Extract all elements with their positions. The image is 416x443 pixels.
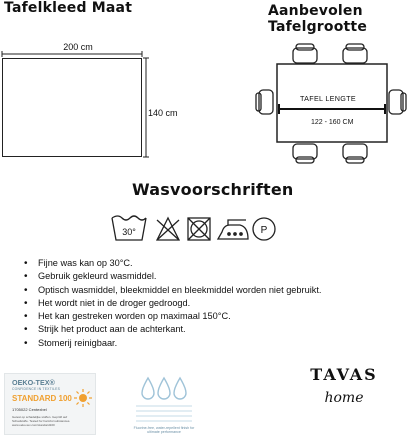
care-item: • Stomerij reinigbaar.: [24, 337, 404, 350]
no-tumble-dry-icon: [188, 218, 210, 240]
brand-logo: [299, 365, 389, 406]
care-item: • Fijne was kan op 30°C.: [24, 257, 404, 270]
recommended-table-title: Aanbevolen Tafelgrootte: [268, 3, 368, 35]
wash-temp-label: 30°: [122, 227, 136, 237]
tablecloth-width-label: 200 cm: [63, 42, 93, 52]
water-repellent-caption: Fluorine-free, water-repellent finish for ultimate performance: [133, 426, 195, 435]
oeko-tex-fine-print: Getest op schadelijke stoffen. Geprüft auf Schadstoffe. Tested for harmful substances. www.oeko-tex.com/standard100: [12, 415, 71, 428]
dry-clean-letter: P: [260, 225, 268, 236]
brand-name: TAVAS: [310, 365, 378, 384]
oeko-tex-title: OEKO-TEX®: [12, 378, 55, 387]
care-item: • Gebruik gekleurd wasmiddel.: [24, 270, 404, 283]
no-bleach-icon: [157, 218, 179, 240]
oeko-tex-badge: [4, 373, 96, 435]
care-instructions-list: [24, 257, 404, 350]
care-item: • Het wordt niet in de droger gedroogd.: [24, 297, 404, 310]
tablecloth-height-label: 140 cm: [148, 108, 178, 118]
oeko-tex-code: 1705022 Centexbel: [12, 407, 47, 412]
brand-subtitle: home: [324, 390, 364, 406]
water-drops-icon: [128, 372, 200, 426]
iron-icon: [218, 220, 248, 239]
table-length-label: TAFEL LENGTE: [300, 94, 356, 103]
table-length-range: 122 - 160 CM: [311, 119, 354, 126]
tablecloth-outline: [2, 58, 142, 157]
oeko-tex-standard: STANDARD 100: [12, 394, 72, 403]
tablecloth-size-title: Tafelkleed Maat: [4, 0, 133, 16]
oeko-sun-icon: [73, 388, 93, 408]
care-item: • Het kan gestreken worden op maximaal 150°C.: [24, 310, 404, 323]
care-item: • Optisch wasmiddel, bleekmiddel en bleekmiddel worden niet gebruikt.: [24, 284, 404, 297]
care-item: • Strijk het product aan de achterkant.: [24, 323, 404, 336]
oeko-tex-subtitle: CONFIDENCE IN TEXTILES: [12, 387, 61, 391]
care-instructions-title: Wasvoorschriften: [132, 180, 294, 199]
table-with-chairs-diagram: [255, 40, 415, 180]
care-symbols-row: [108, 212, 278, 246]
